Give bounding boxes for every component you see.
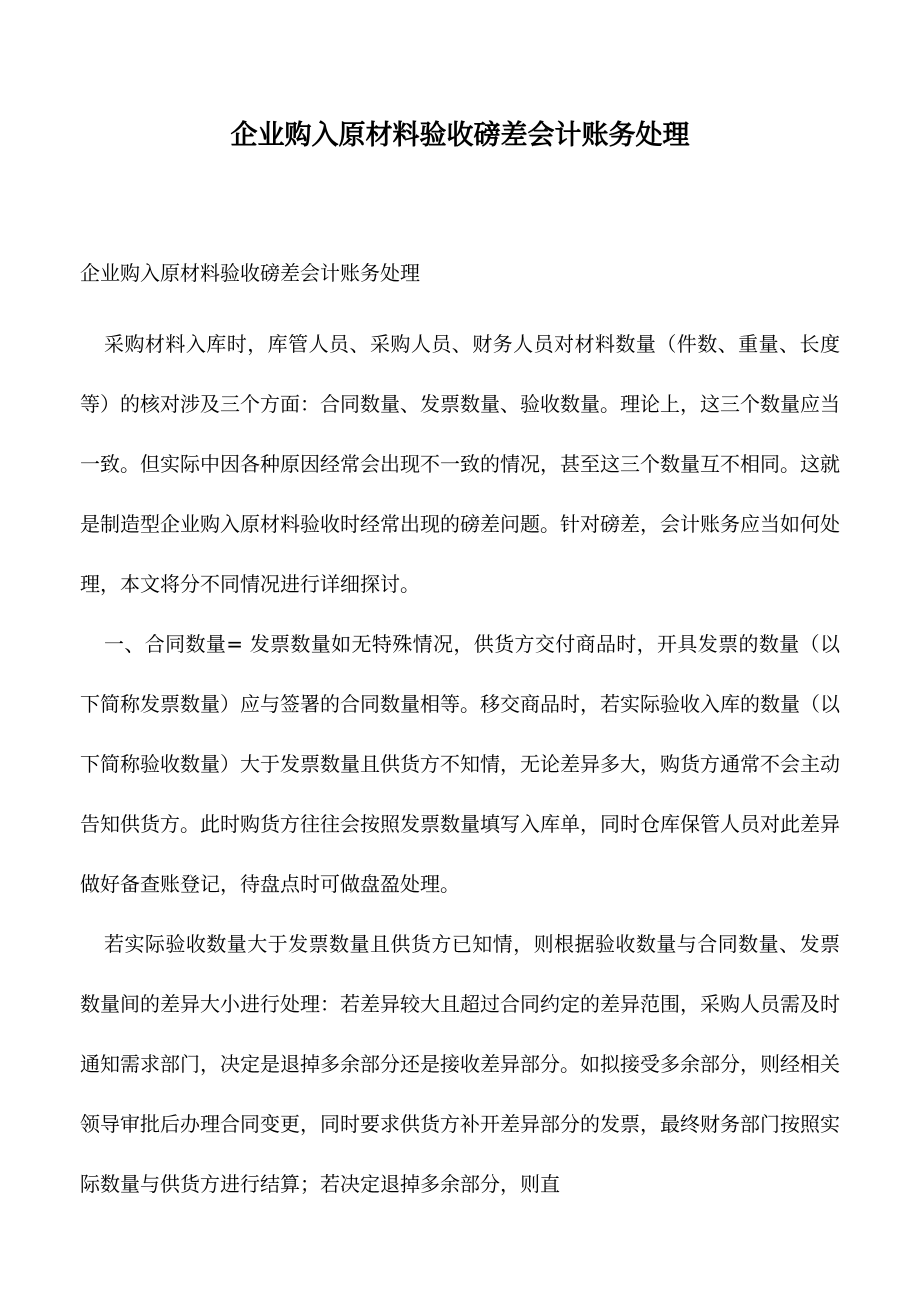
document-title: 企业购入原材料验收磅差会计账务处理: [230, 120, 690, 151]
paragraph-intro: 采购材料入库时，库管人员、采购人员、财务人员对材料数量（件数、重量、长度等）的核对涉及三个方面：合同数量、发票数量、验收数量。理论上，这三个数量应当一致。但实际中因各种原因经常会出现不一致的情况，甚至这三个数量互不相同。这就是制造型企业购入原材料验收时经常出现的磅差问题。针对磅差，会计账务应当如何处理，本文将分不同情况进行详细探讨。: [80, 332, 840, 596]
paragraph-known-difference: 若实际验收数量大于发票数量且供货方已知情，则根据验收数量与合同数量、发票数量间的差异大小进行处理：若差异较大且超过合同约定的差异范围，采购人员需及时通知需求部门，决定是退掉多余部分还是接收差异部分。如拟接受多余部分，则经相关领导审批后办理合同变更，同时要求供货方补开差异部分的发票，最终财务部门按照实际数量与供货方进行结算；若决定退掉多余部分，则直: [80, 932, 840, 1196]
paragraph-section-one: 一、合同数量= 发票数量如无特殊情况，供货方交付商品时，开具发票的数量（以下简称发票数量）应与签署的合同数量相等。移交商品时，若实际验收入库的数量（以下简称验收数量）大于发票数量且供货方不知情，无论差异多大，购货方通常不会主动告知供货方。此时购货方往往会按照发票数量填写入库单，同时仓库保管人员对此差异做好备查账登记，待盘点时可做盘盈处理。: [80, 632, 840, 896]
document-body: [80, 314, 840, 1214]
document-subtitle: 企业购入原材料验收磅差会计账务处理: [80, 261, 420, 285]
